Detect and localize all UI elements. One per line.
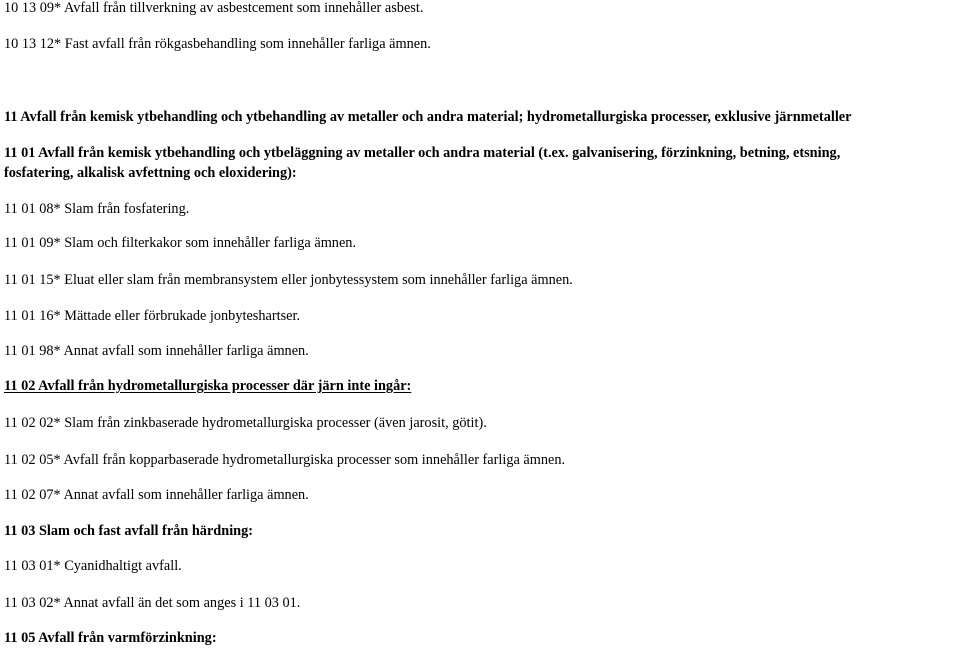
waste-entry-110302: 11 03 02* Annat avfall än det som anges i 11 03 01. xyxy=(4,595,301,611)
waste-entry-110198: 11 01 98* Annat avfall som innehåller farliga ämnen. xyxy=(4,343,309,359)
waste-entry-110109: 11 01 09* Slam och filterkakor som innehåller farliga ämnen. xyxy=(4,235,357,251)
waste-entry-110301: 11 03 01* Cyanidhaltigt avfall. xyxy=(4,558,182,574)
waste-entry-110205: 11 02 05* Avfall från kopparbaserade hydrometallurgiska processer som innehåller farliga ämnen. xyxy=(4,452,566,468)
waste-entry-101312: 10 13 12* Fast avfall från rökgasbehandling som innehåller farliga ämnen. xyxy=(4,36,431,52)
waste-entry-101309: 10 13 09* Avfall från tillverkning av asbestcement som innehåller asbest. xyxy=(4,0,424,16)
waste-entry-110116: 11 01 16* Mättade eller förbrukade jonbyteshartser. xyxy=(4,308,301,324)
subchapter-heading-1102: 11 02 Avfall från hydrometallurgiska processer där järn inte ingår: xyxy=(4,378,412,394)
waste-entry-110115: 11 01 15* Eluat eller slam från membransystem eller jonbytessystem som innehåller farliga ämnen. xyxy=(4,272,573,288)
subchapter-heading-1103: 11 03 Slam och fast avfall från härdning: xyxy=(4,523,254,539)
waste-entry-110108: 11 01 08* Slam från fosfatering. xyxy=(4,201,190,217)
subchapter-heading-1101-cont: fosfatering, alkalisk avfettning och eloxidering): xyxy=(4,165,297,181)
waste-entry-110207: 11 02 07* Annat avfall som innehåller farliga ämnen. xyxy=(4,487,309,503)
chapter-heading-11: 11 Avfall från kemisk ytbehandling och ytbehandling av metaller och andra material; hydrometallurgiska processer, exklusive järnmetaller xyxy=(4,109,852,125)
subchapter-heading-1101: 11 01 Avfall från kemisk ytbehandling och ytbeläggning av metaller och andra material (t.ex. galvanisering, förzinkning, betning, etsning, xyxy=(4,145,841,161)
subchapter-heading-1105: 11 05 Avfall från varmförzinkning: xyxy=(4,630,217,646)
waste-entry-110202: 11 02 02* Slam från zinkbaserade hydrometallurgiska processer (även jarosit, götit). xyxy=(4,415,487,431)
